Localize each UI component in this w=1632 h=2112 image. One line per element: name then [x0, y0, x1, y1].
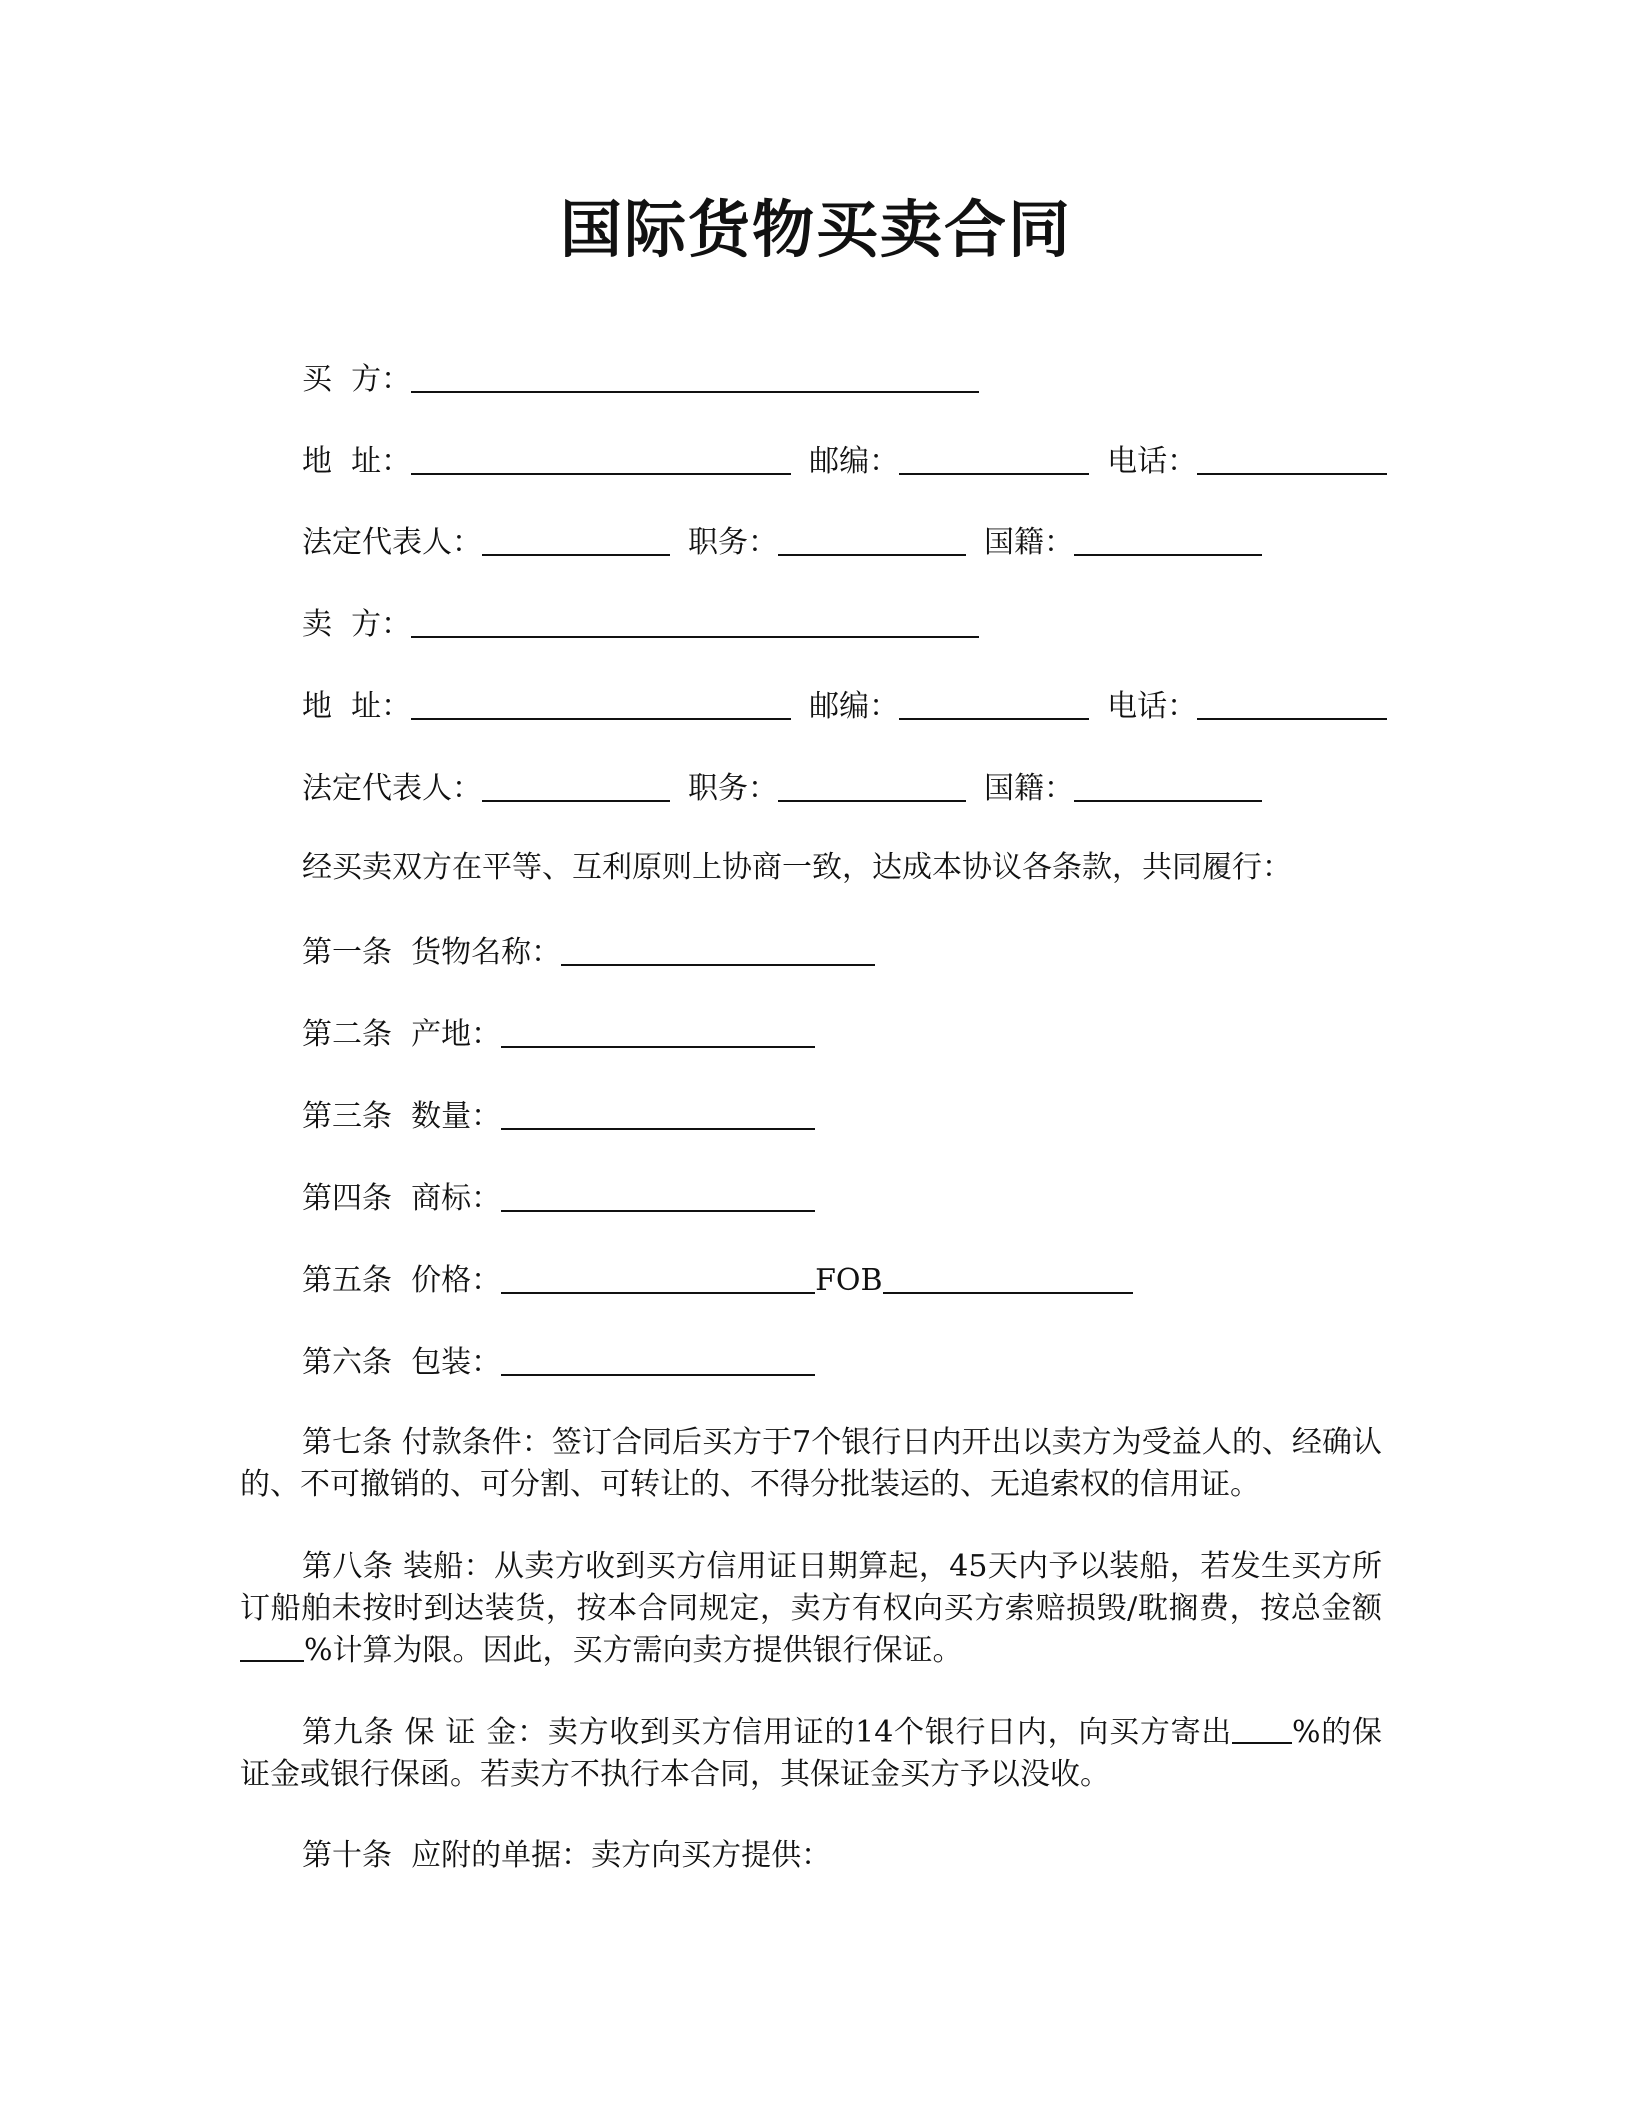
- article-9-paragraph: [240, 1712, 1382, 1796]
- article-1-label: 第一条 货物名称：: [302, 935, 562, 970]
- buyer-position-blank[interactable]: [778, 524, 966, 556]
- article-5-price-blank[interactable]: [501, 1262, 815, 1294]
- article-1-row: [302, 930, 875, 973]
- buyer-address-row: [302, 439, 1387, 482]
- intro-text: 经买卖双方在平等、互利原则上协商一致，达成本协议各条款，共同履行：: [302, 850, 1292, 885]
- article-6-blank[interactable]: [501, 1344, 815, 1376]
- article-2-blank[interactable]: [501, 1016, 815, 1048]
- buyer-rep-blank[interactable]: [482, 524, 670, 556]
- buyer-name-blank[interactable]: [411, 361, 979, 393]
- buyer-nationality-blank[interactable]: [1074, 524, 1262, 556]
- seller-nationality-label: 国籍：: [984, 771, 1074, 806]
- article-8-percent-blank[interactable]: [240, 1632, 304, 1662]
- buyer-postcode-label: 邮编：: [809, 444, 900, 479]
- seller-name-blank[interactable]: [411, 606, 979, 638]
- article-4-row: [302, 1176, 815, 1219]
- article-10-row: [302, 1836, 831, 1876]
- article-3-label: 第三条 数量：: [302, 1099, 502, 1134]
- article-9-text-1: 第九条 保 证 金：卖方收到买方信用证的14个银行日内，向买方寄出: [302, 1715, 1233, 1750]
- article-5-fob: FOB: [815, 1263, 883, 1298]
- seller-nationality-blank[interactable]: [1074, 770, 1262, 802]
- article-8-text-2: %计算为限。因此，买方需向卖方提供银行保证。: [304, 1633, 963, 1668]
- buyer-rep-label: 法定代表人：: [302, 525, 482, 560]
- article-3-blank[interactable]: [501, 1098, 815, 1130]
- article-8-paragraph: [240, 1546, 1382, 1672]
- buyer-phone-label: 电话：: [1107, 444, 1198, 479]
- seller-rep-blank[interactable]: [482, 770, 670, 802]
- buyer-address-label: 地 址：: [302, 444, 412, 479]
- seller-position-blank[interactable]: [778, 770, 966, 802]
- seller-name-label: 卖 方：: [302, 607, 412, 642]
- buyer-position-label: 职务：: [688, 525, 778, 560]
- buyer-rep-row: [302, 520, 1262, 563]
- seller-rep-row: [302, 766, 1262, 809]
- article-9-text-2: %的保证金或银行保函。若卖方不执行本合同，其保证金买方予以没收。: [240, 1715, 1382, 1792]
- seller-address-row: [302, 684, 1387, 727]
- seller-postcode-blank[interactable]: [899, 688, 1089, 720]
- seller-phone-blank[interactable]: [1197, 688, 1387, 720]
- seller-rep-label: 法定代表人：: [302, 771, 482, 806]
- seller-phone-label: 电话：: [1107, 689, 1198, 724]
- buyer-phone-blank[interactable]: [1197, 443, 1387, 475]
- buyer-postcode-blank[interactable]: [899, 443, 1089, 475]
- article-6-row: [302, 1340, 815, 1383]
- article-6-label: 第六条 包装：: [302, 1345, 502, 1380]
- article-8-text-1: 第八条 装船：从卖方收到买方信用证日期算起，45天内予以装船，若发生买方所订船舶未按时到达装货，按本合同规定，卖方有权向买方索赔损毁/耽搁费，按总金额: [240, 1549, 1382, 1626]
- buyer-name-label: 买 方：: [302, 362, 412, 397]
- article-5-fob-blank[interactable]: [883, 1262, 1133, 1294]
- seller-name-row: [302, 602, 979, 645]
- article-5-label: 第五条 价格：: [302, 1263, 502, 1298]
- intro-row: [302, 848, 1292, 888]
- article-2-label: 第二条 产地：: [302, 1017, 502, 1052]
- buyer-address-blank[interactable]: [411, 443, 791, 475]
- article-4-label: 第四条 商标：: [302, 1181, 502, 1216]
- article-5-row: [302, 1258, 1133, 1301]
- article-10-text: 第十条 应附的单据：卖方向买方提供：: [302, 1838, 832, 1873]
- article-4-blank[interactable]: [501, 1180, 815, 1212]
- seller-address-blank[interactable]: [411, 688, 791, 720]
- buyer-nationality-label: 国籍：: [984, 525, 1074, 560]
- seller-postcode-label: 邮编：: [809, 689, 900, 724]
- article-7-paragraph: 第七条 付款条件：签订合同后买方于7个银行日内开出以卖方为受益人的、经确认的、不可撤销的、可分割、可转让的、不得分批装运的、无追索权的信用证。: [240, 1425, 1382, 1502]
- article-1-blank[interactable]: [561, 934, 875, 966]
- seller-position-label: 职务：: [688, 771, 778, 806]
- buyer-name-row: [302, 357, 979, 400]
- article-3-row: [302, 1094, 815, 1137]
- article-9-percent-blank[interactable]: [1232, 1714, 1292, 1744]
- seller-address-label: 地 址：: [302, 689, 412, 724]
- article-2-row: [302, 1012, 815, 1055]
- document-title: 国际货物买卖合同: [559, 193, 1072, 266]
